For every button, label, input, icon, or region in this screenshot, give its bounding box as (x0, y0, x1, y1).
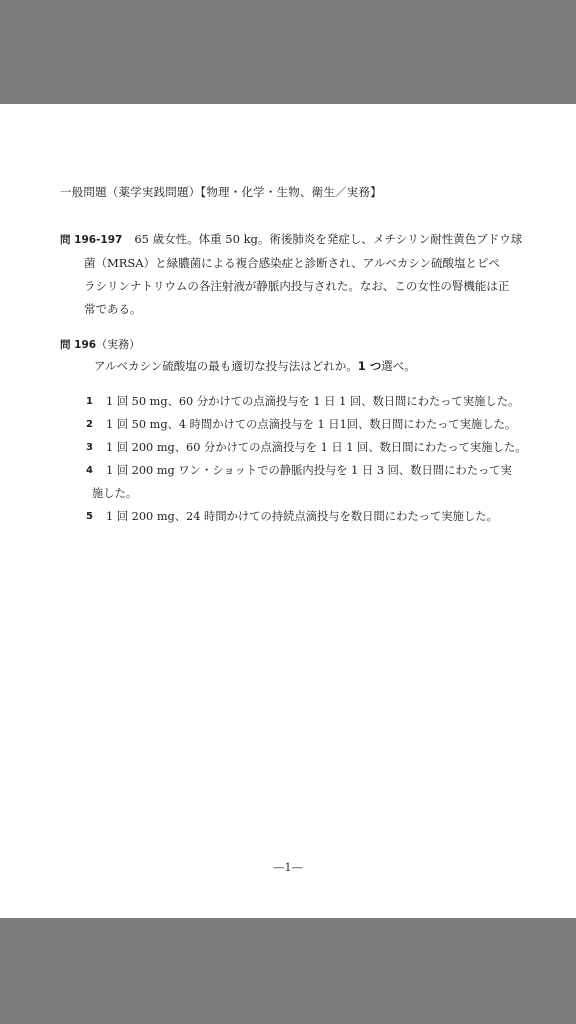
option-text: 1 回 200 mg ワン・ショットでの静脈内投与を 1 日 3 回、数日間にわたって実 (106, 464, 512, 477)
option-number: 2 (86, 419, 93, 430)
section-heading: 一般問題（薬学実践問題）【物理・化学・生物、衛生／実務】 (60, 185, 382, 199)
viewer-background-top (0, 0, 576, 104)
question-count: 1 つ (357, 359, 382, 373)
viewer-background-bottom (0, 918, 576, 1024)
answer-option-1[interactable] (86, 390, 526, 413)
question-text: アルベカシン硫酸塩の最も適切な投与法はどれか。1 つ選べ。 (94, 359, 416, 373)
case-line-2: 菌（MRSA）と緑膿菌による複合感染症と診断され、アルベカシン硫酸塩とピペ (84, 256, 500, 270)
answer-option-4[interactable] (86, 459, 526, 505)
case-line-4: 常である。 (84, 302, 142, 316)
page-number: —1— (272, 860, 304, 874)
option-text: 1 回 200 mg、24 時間かけての持続点滴投与を数日間にわたって実施した。 (106, 510, 498, 523)
option-text: 1 回 200 mg、60 分かけての点滴投与を 1 日 1 回、数日間にわたって実施した。 (106, 441, 527, 454)
document-page[interactable] (0, 104, 576, 918)
option-number: 3 (86, 442, 93, 453)
question-category: （実務） (96, 338, 141, 351)
case-description (60, 228, 523, 321)
option-text: 1 回 50 mg、4 時間かけての点滴投与を 1 日1回、数日間にわたって実施した。 (106, 418, 517, 431)
option-number: 5 (86, 511, 93, 522)
question-number: 問 196 (60, 339, 97, 351)
answer-option-3[interactable] (86, 436, 526, 459)
case-number: 問 196-197 (60, 234, 123, 246)
option-number: 4 (86, 465, 93, 476)
answer-option-2[interactable] (86, 413, 526, 436)
case-line-1: 問 196-197 65 歳女性。体重 50 kg。術後肺炎を発症し、メチシリン耐性黄色ブドウ球 (60, 232, 523, 246)
answer-options (86, 390, 526, 528)
question-heading (60, 336, 140, 352)
option-text-continued: 施した。 (92, 487, 138, 500)
answer-option-5[interactable] (86, 505, 526, 528)
case-line-3: ラシリンナトリウムの各注射液が静脈内投与された。なお、この女性の腎機能は正 (84, 279, 510, 293)
option-number: 1 (86, 396, 93, 407)
option-text: 1 回 50 mg、60 分かけての点滴投与を 1 日 1 回、数日間にわたって実施した。 (106, 395, 520, 408)
